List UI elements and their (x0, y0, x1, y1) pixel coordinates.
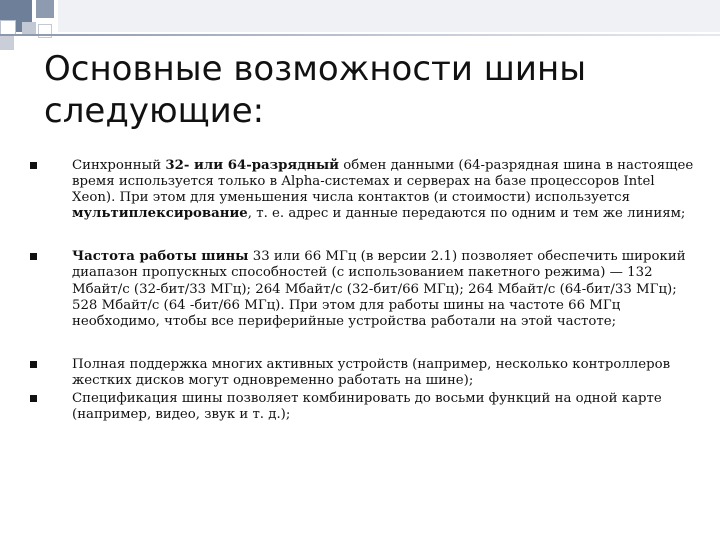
text-run: , т. е. адрес и данные передаются по одним и тем же линиям; (247, 206, 686, 222)
bullet-item (30, 357, 695, 389)
decor-square (0, 36, 14, 50)
bullet-text (72, 249, 686, 328)
text-run: Полная поддержка многих активных устройств (например, несколько контроллеров жестких дисков могут одновременно работать на шине); (72, 356, 671, 388)
bullet-item (30, 158, 695, 222)
text-run: обмен данными (64-разрядная шина в настоящее время используется только в Alpha-системах и серверах на базе процессоров Intel Xeon). При этом для уменьшения числа контактов (и стоимости) используется (72, 158, 694, 206)
square-bullet-icon (30, 395, 37, 402)
slide-title: Основные возможности шины следующие: (44, 49, 587, 131)
bullet-item (30, 249, 695, 329)
header-bar (58, 0, 720, 32)
decor-square (36, 0, 54, 18)
header-divider (0, 34, 720, 36)
bold-run: 32- или 64-разрядный (165, 158, 340, 173)
square-bullet-icon (30, 253, 37, 260)
text-run: Синхронный (72, 158, 166, 173)
text-run: Спецификация шины позволяет комбинировать до восьми функций на одной карте (например, видео, звук и т. д.); (72, 391, 662, 423)
bullet-text (72, 158, 693, 221)
text-run: 33 или 66 МГц (в версии 2.1) позволяет обеспечить широкий диапазон пропускных способностей (с использованием пакетного режима) — 132 Мбайт/с (32-бит/33 МГц); 264 Мбайт/с (32-бит/66 МГц); 264 Мбайт/с (64-бит/33 МГц); 528 Мбайт/с (64 -бит/66 МГц). При этом для работы шины на частоте 66 МГц необходимо, чтобы все периферийные устройства работали на этой частоте; (72, 249, 686, 329)
square-bullet-icon (30, 361, 37, 368)
bullet-text (72, 391, 662, 422)
bold-run: Частота работы шины (72, 249, 249, 265)
bullet-list (30, 158, 695, 423)
bullet-item (30, 391, 695, 423)
bold-run: мультиплексирование (72, 206, 248, 222)
bullet-text (72, 357, 670, 388)
square-bullet-icon (30, 162, 37, 169)
